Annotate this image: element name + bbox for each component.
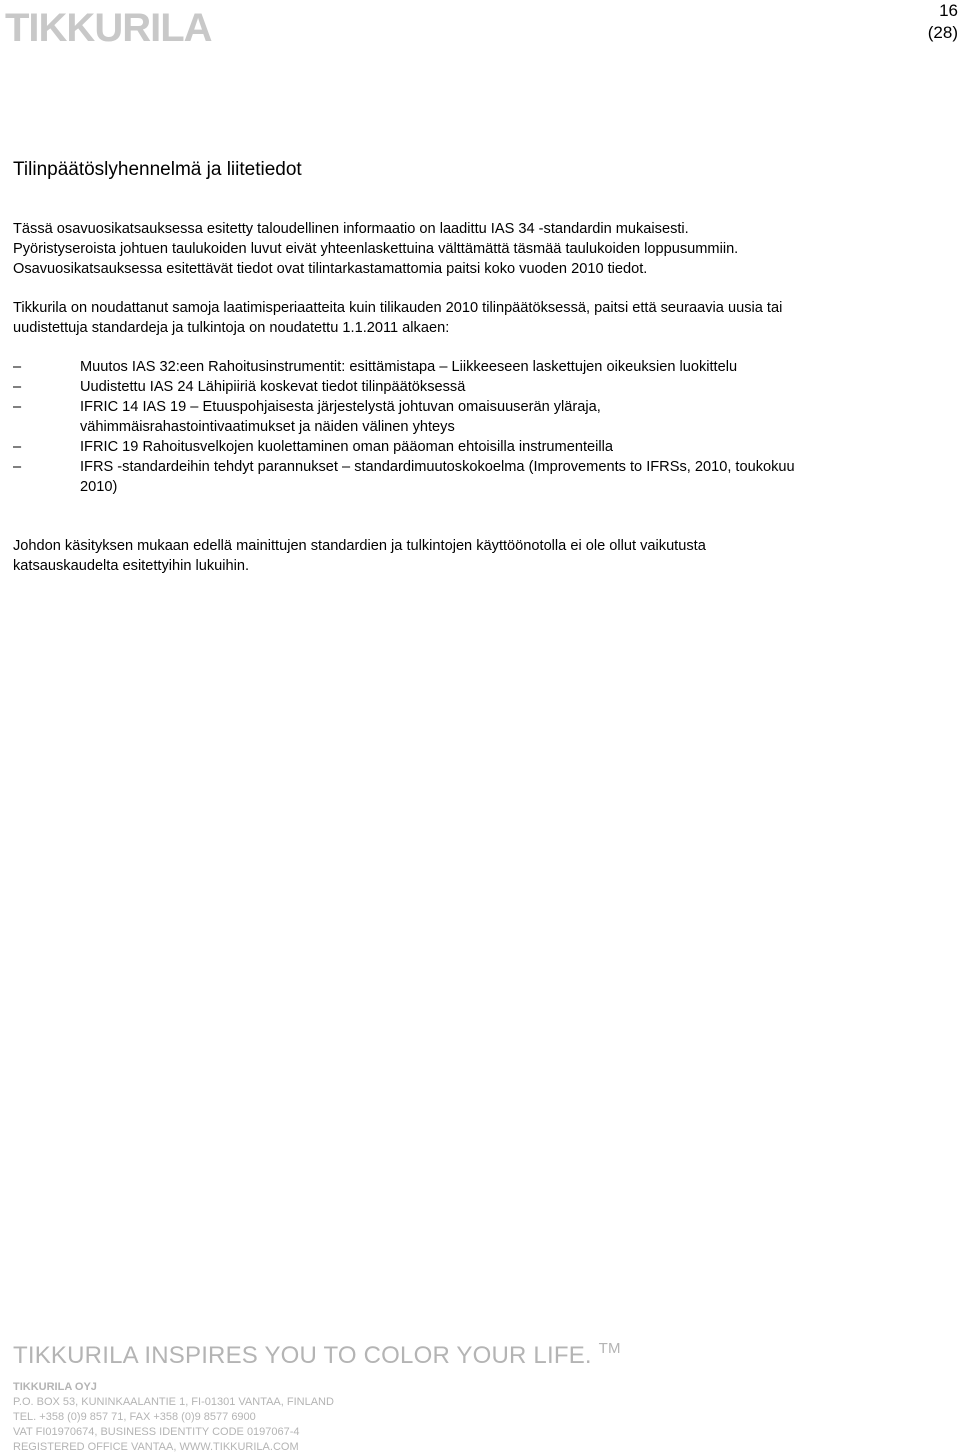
standards-list [13,357,933,497]
paragraph-line: Osavuosikatsauksessa esitettävät tiedot ovat tilintarkastamattomia paitsi koko vuoden 2010 tiedot. [13,261,648,277]
page-current: 16 [939,1,958,20]
intro-paragraph [13,219,933,279]
company-name: TIKKURILA OYJ [13,1381,97,1393]
list-item [13,397,933,437]
company-address: P.O. BOX 53, KUNINKAALANTIE 1, FI-01301 VANTAA, FINLAND [13,1396,334,1408]
list-item-text: IFRIC 14 IAS 19 – Etuuspohjaisesta järjestelystä johtuvan omaisuuserän yläraja, [80,399,601,415]
trademark-mark: TM [598,1340,621,1357]
paragraph-line: uudistettuja standardeja ja tulkintoja on noudatettu 1.1.2011 alkaen: [13,320,450,336]
footer-company-info [13,1380,334,1455]
list-item [13,437,933,457]
list-item-text: 2010) [80,479,118,495]
paragraph-line: katsauskaudelta esitettyihin lukuihin. [13,558,250,574]
dash-bullet: – [13,459,22,475]
paragraph-line: Johdon käsityksen mukaan edellä mainittujen standardien ja tulkintojen käyttöönotolla ei ole ollut vaikutusta [13,538,706,554]
dash-bullet: – [13,439,22,455]
tagline-text: TIKKURILA INSPIRES YOU TO COLOR YOUR LIFE. [13,1342,592,1369]
list-item [13,457,933,497]
list-item-text: IFRS -standardeihin tehdyt parannukset – standardimuutoskokoelma (Improvements to IFRSs, 2010, toukokuu [80,459,795,475]
dash-bullet: – [13,379,22,395]
paragraph-line: Tässä osavuosikatsauksessa esitetty taloudellinen informaatio on laadittu IAS 34 -standardin mukaisesti. [13,221,689,237]
conclusion-paragraph [13,536,933,576]
page-title: Tilinpäätöslyhennelmä ja liitetiedot [13,159,302,180]
footer-tagline [13,1333,621,1372]
list-item-text: Uudistettu IAS 24 Lähipiiriä koskevat tiedot tilinpäätöksessä [80,379,466,395]
list-item [13,377,933,397]
list-item-text: Muutos IAS 32:een Rahoitusinstrumentit: esittämistapa – Liikkeeseen laskettujen oikeuksien luokittelu [80,359,738,375]
dash-bullet: – [13,359,22,375]
paragraph-line: Tikkurila on noudattanut samoja laatimisperiaatteita kuin tilikauden 2010 tilinpäätöksessä, paitsi että seuraavia uusia tai [13,300,783,316]
company-vat: VAT FI01970674, BUSINESS IDENTITY CODE 0197067-4 [13,1426,300,1438]
page-total: (28) [927,23,958,42]
company-phone: TEL. +358 (0)9 857 71, FAX +358 (0)9 8577 6900 [13,1411,256,1423]
list-item-text: vähimmäisrahastointivaatimukset ja näiden välinen yhteys [80,419,455,435]
dash-bullet: – [13,399,22,415]
company-registered-office: REGISTERED OFFICE VANTAA, WWW.TIKKURILA.COM [13,1441,299,1453]
paragraph-line: Pyöristyseroista johtuen taulukoiden luvut eivät yhteenlaskettuina välttämättä täsmää taulukoiden loppusummiin. [13,241,739,257]
list-item-text: IFRIC 19 Rahoitusvelkojen kuolettaminen oman pääoman ehtoisilla instrumenteilla [80,439,613,455]
standards-paragraph [13,298,933,338]
page-number [928,0,958,44]
list-item [13,357,933,377]
tikkurila-logo: TIKKURILA [5,6,212,50]
